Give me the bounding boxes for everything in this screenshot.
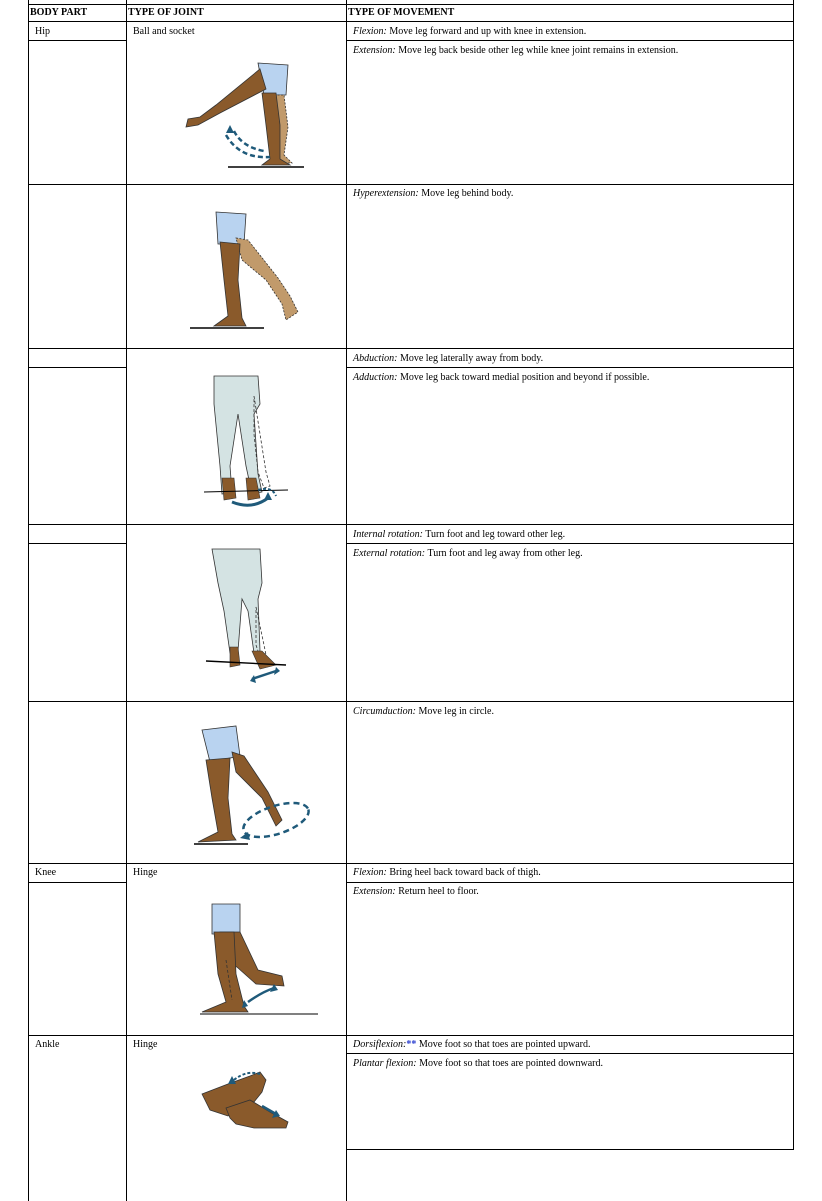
movement-desc: Move foot so that toes are pointed upward. — [418, 1039, 591, 1050]
movement-desc: Move leg back beside other leg while knee joint remains in extension. — [398, 45, 679, 56]
movement-term: Flexion: — [353, 867, 387, 878]
movement-knee-flexion — [353, 867, 541, 879]
hip-circumduction-illustration — [192, 716, 312, 852]
movement-desc: Turn foot and leg away from other leg. — [427, 548, 583, 559]
movement-desc: Return heel to floor. — [398, 886, 479, 897]
movement-desc: Move leg laterally away from body. — [399, 353, 544, 364]
movement-term: Extension: — [353, 45, 396, 56]
movement-desc: Move leg in circle. — [418, 706, 494, 717]
movement-desc: Move leg behind body. — [421, 188, 514, 199]
joint-type-ankle: Hinge — [133, 1039, 158, 1050]
movement-term: Dorsiflexion: — [353, 1039, 407, 1050]
hip-rotation-illustration — [204, 547, 288, 685]
movement-desc: Turn foot and leg toward other leg. — [425, 529, 566, 540]
joint-type-hip: Ball and socket — [133, 26, 195, 37]
knee-flexion-extension-illustration — [198, 900, 322, 1020]
movement-term: Circumduction: — [353, 706, 416, 717]
movement-term: Abduction: — [353, 353, 398, 364]
hip-hyperextension-illustration — [186, 208, 306, 332]
movement-hip-internal-rotation — [353, 529, 565, 541]
joint-type-knee: Hinge — [133, 867, 158, 878]
movement-hip-external-rotation — [353, 548, 583, 560]
movement-term: Internal rotation: — [353, 529, 423, 540]
movement-hip-hyperextension — [353, 188, 513, 200]
movement-desc: Move leg back toward medial position and beyond if possible. — [399, 372, 650, 383]
movement-hip-flexion — [353, 26, 586, 38]
ankle-flexion-illustration — [198, 1070, 294, 1134]
body-part-ankle: Ankle — [35, 1039, 60, 1050]
movement-term: Hyperextension: — [353, 188, 419, 199]
movement-desc: Move leg forward and up with knee in extension. — [389, 26, 587, 37]
movement-term: Extension: — [353, 886, 396, 897]
body-part-knee: Knee — [35, 867, 57, 878]
movement-desc: Move foot so that toes are pointed downward. — [419, 1058, 603, 1069]
movement-knee-extension — [353, 886, 479, 898]
movement-ankle-dorsiflexion — [353, 1039, 590, 1051]
movement-hip-adduction — [353, 372, 649, 384]
movement-term: External rotation: — [353, 548, 426, 559]
footnote-marker: ** — [406, 1039, 417, 1050]
header-body-part: BODY PART — [30, 7, 88, 18]
hip-abduction-adduction-illustration — [202, 374, 290, 512]
movement-desc: Bring heel back toward back of thigh. — [389, 867, 541, 878]
hip-flexion-extension-illustration — [180, 55, 310, 173]
movement-term: Adduction: — [353, 372, 398, 383]
movement-hip-abduction — [353, 353, 543, 365]
body-part-hip: Hip — [35, 26, 50, 37]
movement-hip-circumduction — [353, 706, 494, 718]
header-type-of-joint: TYPE OF JOINT — [128, 7, 204, 18]
movement-term: Flexion: — [353, 26, 387, 37]
header-type-of-movement: TYPE OF MOVEMENT — [348, 7, 455, 18]
movement-hip-extension — [353, 45, 678, 57]
movement-ankle-plantar-flexion — [353, 1058, 603, 1070]
movement-term: Plantar flexion: — [353, 1058, 417, 1069]
